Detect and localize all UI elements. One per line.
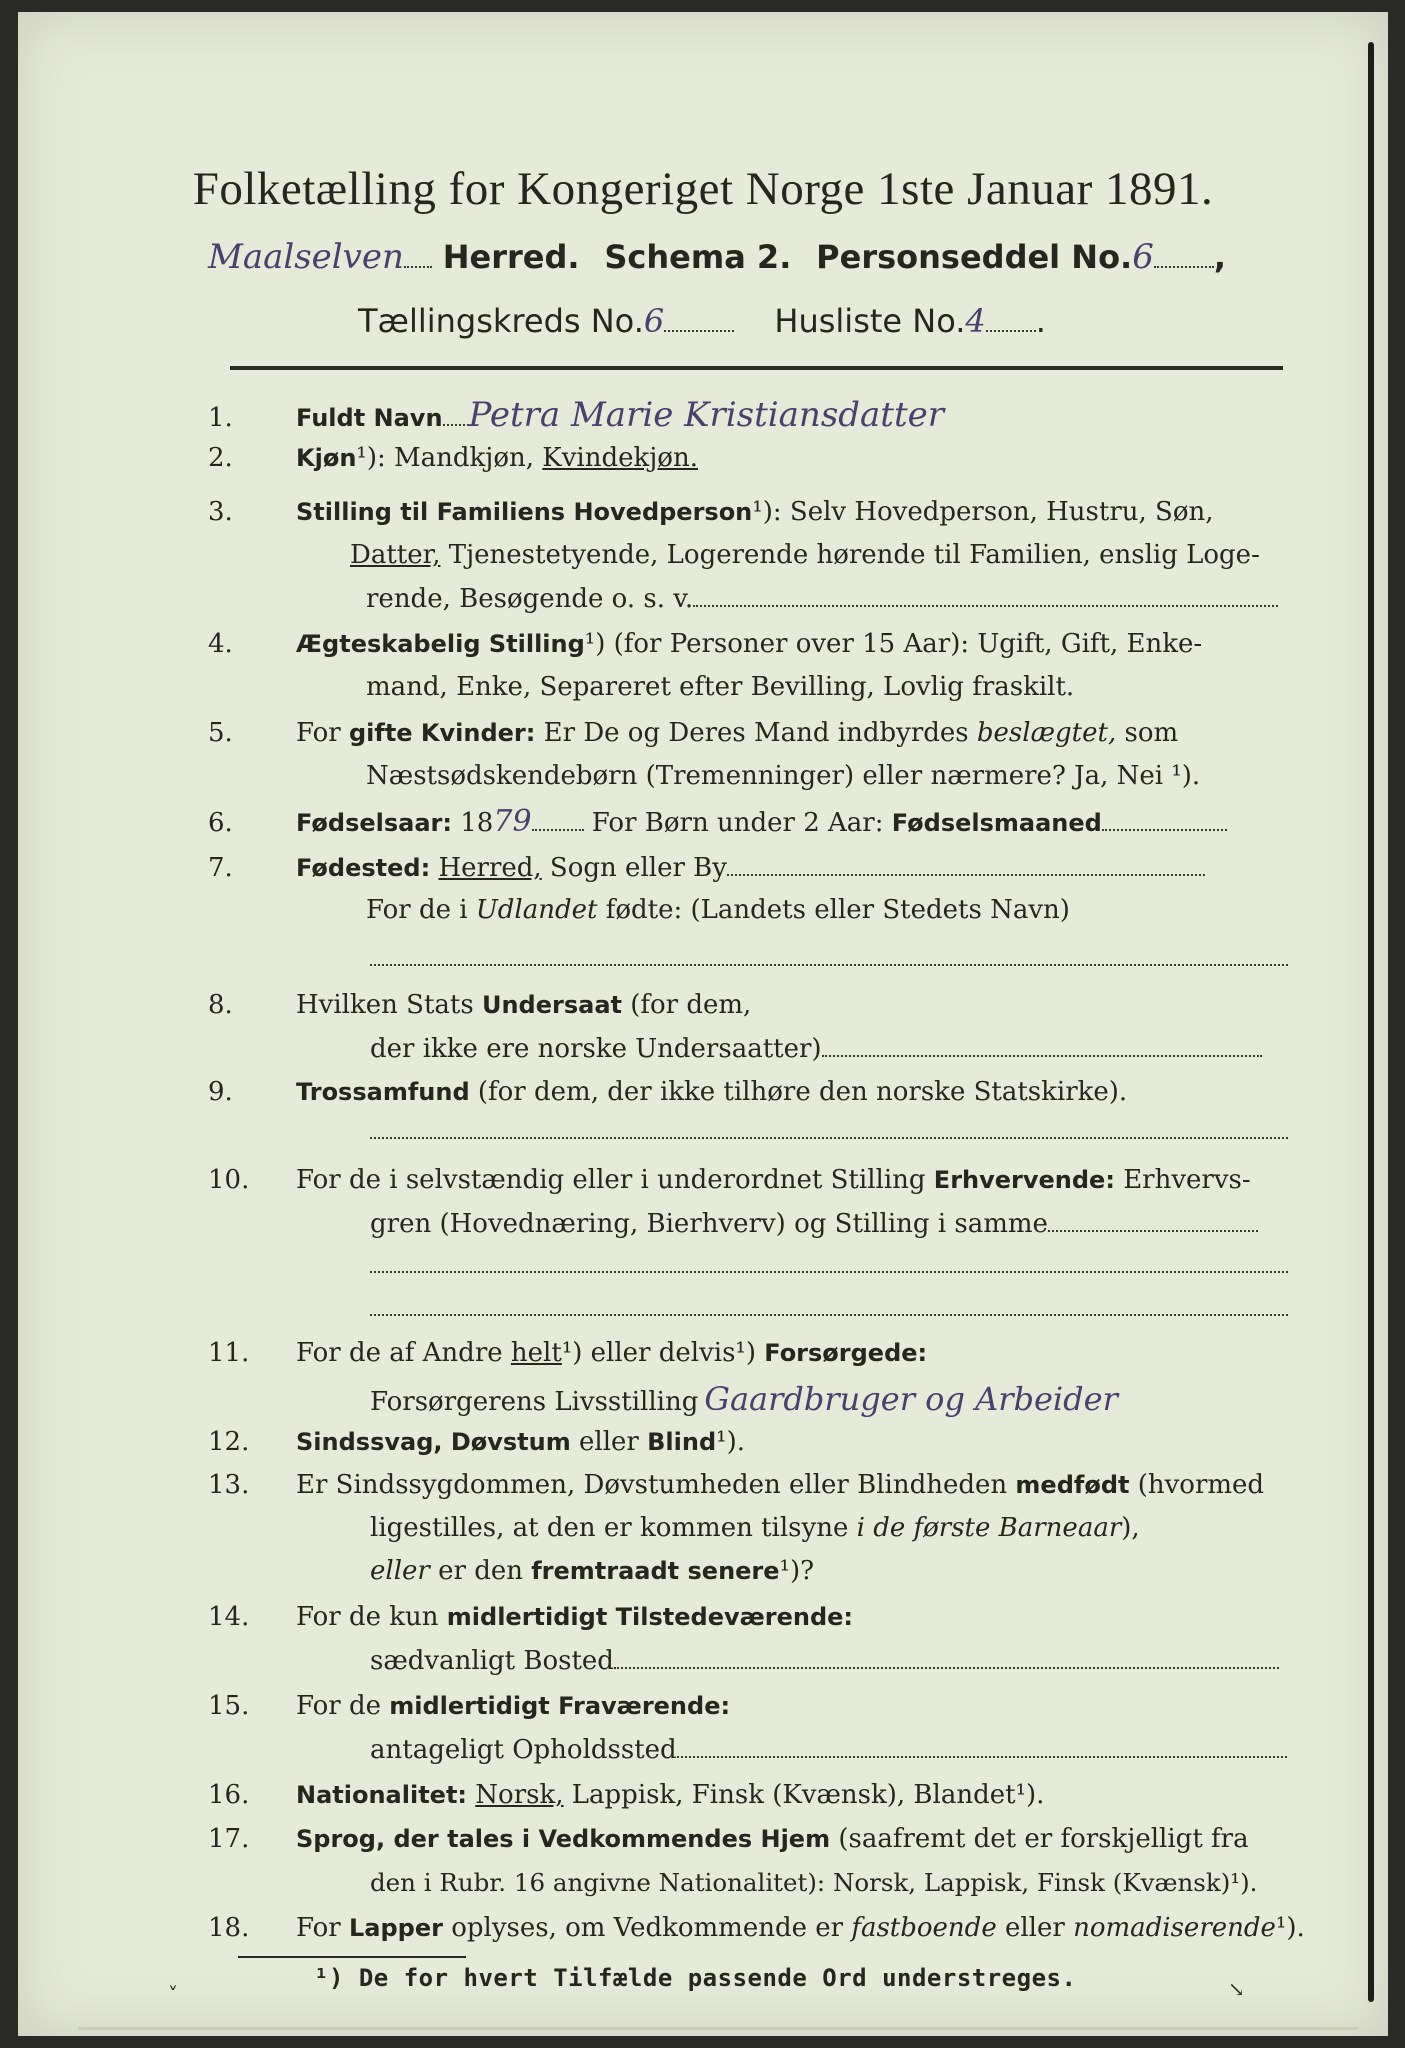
- answer-line: [370, 1137, 1288, 1139]
- item-number: 13.: [208, 1470, 250, 1500]
- item-14-temporarily-present: 14. For de kun midlertidigt Tilstedeværende:: [208, 1596, 853, 1639]
- item-number: 3.: [208, 497, 233, 527]
- item-16-nationality: 16. Nationalitet: Norsk, Lappisk, Finsk (Kvænsk), Blandet¹).: [208, 1774, 1044, 1817]
- personseddel-number: 6: [1132, 237, 1154, 277]
- item-label: Blind: [647, 1428, 717, 1456]
- item-label: Undersaat: [481, 991, 622, 1019]
- item-10-occupation: 10. For de i selvstændig eller i underordnet Stilling Erhvervende: Erhvervs-: [208, 1159, 1251, 1202]
- personseddel-label: Personseddel No.: [816, 238, 1133, 276]
- item-label: Fødselsmaaned: [891, 809, 1102, 837]
- item-14-line-2: sædvanligt Bosted: [370, 1639, 1279, 1683]
- herred-name-handwritten: Maalselven: [208, 237, 404, 277]
- census-form-sheet: [18, 12, 1388, 2036]
- item-15-line-2: antageligt Opholdssted: [370, 1728, 1287, 1772]
- item-number: 6.: [208, 808, 233, 838]
- item-4-line-2: mand, Enke, Separeret efter Bevilling, Lovlig fraskilt.: [366, 672, 1075, 702]
- item-12-disability: 12. Sindssvag, Døvstum eller Blind¹).: [208, 1421, 745, 1464]
- full-name-handwritten: Petra Marie Kristiansdatter: [468, 395, 944, 435]
- item-label: Fødselsaar:: [296, 809, 452, 837]
- option-herred-underlined: Herred,: [438, 853, 542, 883]
- item-label: Kjøn: [296, 444, 357, 472]
- item-number: 1.: [208, 403, 233, 433]
- option-male: Mandkjøn,: [394, 443, 535, 473]
- answer-line: [370, 1271, 1288, 1273]
- item-13-congenital: 13. Er Sindssygdommen, Døvstumheden eller Blindheden medfødt (hvormed: [208, 1464, 1264, 1507]
- item-number: 14.: [208, 1602, 250, 1632]
- form-title: Folketælling for Kongeriget Norge 1ste Januar 1891.: [192, 163, 1214, 215]
- item-11-line-2: Forsørgerens Livsstilling Gaardbruger og Arbeider: [370, 1380, 1118, 1418]
- herred-line: Maalselven Herred. Schema 2. Personseddel No.6 ,: [208, 237, 1226, 277]
- footnote: ¹) De for hvert Tilfælde passende Ord understreges.: [314, 1964, 1077, 1992]
- husliste-label: Husliste No.: [774, 302, 966, 340]
- item-number: 4.: [208, 629, 233, 659]
- item-number: 11.: [208, 1338, 250, 1368]
- header-rule: [230, 366, 1283, 370]
- item-1-full-name: [208, 394, 944, 440]
- item-2-sex: 2. Kjøn¹): Mandkjøn, Kvindekjøn.: [208, 437, 698, 480]
- item-number: 5.: [208, 718, 233, 748]
- item-number: 7.: [208, 853, 233, 883]
- item-number: 2.: [208, 443, 233, 473]
- schema-label: Schema 2.: [604, 238, 792, 276]
- item-label: Forsørgede:: [764, 1339, 928, 1367]
- item-6-birth-year: 6. Fødselsaar: 1879 For Børn under 2 Aar: Fødselsmaaned: [208, 800, 1227, 845]
- item-4-marital: 4. Ægteskabelig Stilling¹) (for Personer over 15 Aar): Ugift, Gift, Enke-: [208, 623, 1202, 666]
- page-edge-bottom: [78, 2027, 1358, 2030]
- husliste-number: 4: [965, 302, 986, 340]
- item-label: Lapper: [348, 1914, 443, 1942]
- item-8-line-2: der ikke ere norske Undersaatter): [370, 1027, 1262, 1071]
- item-7-line-2: For de i Udlandet fødte: (Landets eller Stedets Navn): [366, 895, 1070, 925]
- item-18-lapps: 18. For Lapper oplyses, om Vedkommende er fastboende eller nomadiserende¹).: [208, 1907, 1305, 1950]
- birth-year-handwritten: 79: [493, 804, 532, 839]
- option-norsk-underlined: Norsk,: [475, 1780, 564, 1810]
- taellingskreds-line: Tællingskreds No.6 Husliste No.4 .: [358, 302, 1046, 340]
- page-edge-shadow: [1368, 42, 1374, 2002]
- taellingskreds-number: 6: [643, 302, 665, 340]
- taellingskreds-label: Tællingskreds No.: [358, 302, 644, 340]
- option-female-underlined: Kvindekjøn.: [542, 443, 698, 473]
- footnote-rule: [238, 1956, 466, 1958]
- item-label: Sindssvag, Døvstum: [296, 1428, 571, 1456]
- item-label: Ægteskabelig Stilling: [296, 630, 585, 658]
- item-label: Erhvervende:: [933, 1166, 1115, 1194]
- item-number: 17.: [208, 1824, 250, 1854]
- item-number: 18.: [208, 1913, 250, 1943]
- item-label: fremtraadt senere: [531, 1557, 780, 1585]
- item-17-line-2: den i Rubr. 16 angivne Nationalitet): Norsk, Lappisk, Finsk (Kvænsk)¹).: [370, 1868, 1258, 1897]
- item-label: Stilling til Familiens Hovedperson: [296, 498, 753, 526]
- item-label: Fødested:: [296, 854, 431, 882]
- item-5-line-2: Næstsødskendebørn (Tremenninger) eller nærmere? Ja, Nei ¹).: [366, 761, 1201, 791]
- item-5-married-women: 5. For gifte Kvinder: Er De og Deres Mand indbyrdes beslægtet, som: [208, 712, 1178, 755]
- answer-line: [370, 1314, 1288, 1316]
- option-datter-underlined: Datter,: [350, 540, 441, 570]
- provider-occupation-handwritten: Gaardbruger og Arbeider: [704, 1380, 1118, 1418]
- item-number: 16.: [208, 1780, 250, 1810]
- item-number: 12.: [208, 1427, 250, 1457]
- item-11-supported: 11. For de af Andre helt¹) eller delvis¹) Forsørgede:: [208, 1332, 927, 1375]
- stray-mark: ˅: [168, 1982, 178, 2006]
- item-15-temporarily-absent: 15. For de midlertidigt Fraværende:: [208, 1685, 730, 1728]
- item-number: 15.: [208, 1691, 250, 1721]
- item-8-citizenship: 8. Hvilken Stats Undersaat (for dem,: [208, 984, 751, 1027]
- item-7-birthplace: 7. Fødested: Herred, Sogn eller By: [208, 846, 1205, 890]
- herred-label: Herred.: [442, 238, 580, 276]
- item-label: Fuldt Navn: [296, 404, 443, 432]
- item-label: Nationalitet:: [296, 1781, 468, 1809]
- item-number: 9.: [208, 1077, 233, 1107]
- item-13-line-3: eller er den fremtraadt senere¹)?: [370, 1556, 815, 1586]
- item-label: Trossamfund: [296, 1078, 470, 1106]
- item-label: midlertidigt Tilstedeværende:: [446, 1603, 854, 1631]
- item-9-religion: 9. Trossamfund (for dem, der ikke tilhøre den norske Statskirke).: [208, 1071, 1127, 1114]
- item-3-position: 3. Stilling til Familiens Hovedperson¹): Selv Hovedperson, Hustru, Søn,: [208, 491, 1214, 534]
- item-3-line-2: Datter, Tjenestetyende, Logerende hørende til Familien, enslig Loge-: [350, 540, 1260, 570]
- item-3-line-3: rende, Besøgende o. s. v.: [366, 577, 1278, 621]
- answer-line: [370, 964, 1288, 966]
- item-label: Sprog, der tales i Vedkommendes Hjem: [296, 1825, 831, 1853]
- option-helt-underlined: helt: [510, 1338, 562, 1368]
- stray-mark: ↘: [1228, 1977, 1245, 2001]
- item-13-line-2: ligestilles, at den er kommen tilsyne i de første Barneaar),: [370, 1513, 1140, 1543]
- item-number: 8.: [208, 990, 233, 1020]
- item-label: medfødt: [1015, 1471, 1130, 1499]
- item-17-language: 17. Sprog, der tales i Vedkommendes Hjem (saafremt det er forskjelligt fra: [208, 1818, 1249, 1861]
- item-10-line-2: gren (Hovednæring, Bierhverv) og Stilling i samme: [370, 1202, 1258, 1246]
- item-label: midlertidigt Fraværende:: [389, 1692, 731, 1720]
- item-number: 10.: [208, 1165, 250, 1195]
- item-label: gifte Kvinder:: [348, 719, 536, 747]
